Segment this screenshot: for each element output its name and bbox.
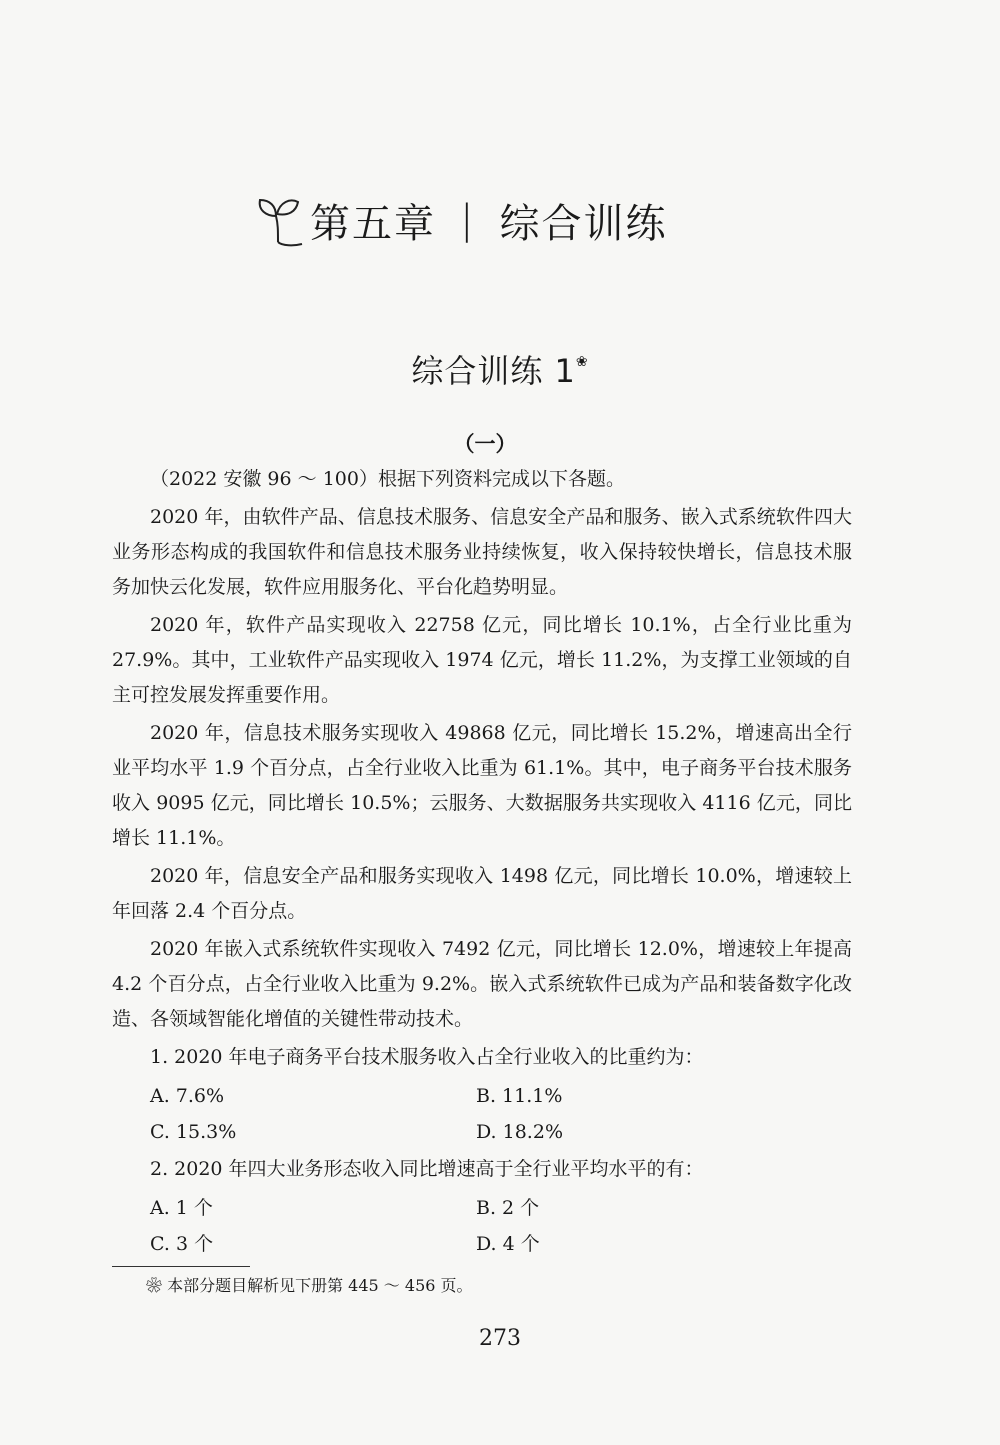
option-b: B. 2 个	[476, 1197, 540, 1219]
section-note-mark: ❀	[575, 354, 589, 370]
question-stem: 1. 2020 年电子商务平台技术服务收入占全行业收入的比重约为：	[150, 1046, 704, 1068]
footnote-rule	[112, 1266, 250, 1267]
option-row	[150, 1226, 852, 1262]
option-row	[150, 1190, 852, 1226]
paragraph: 2020 年，由软件产品、信息技术服务、信息安全产品和服务、嵌入式系统软件四大业务形态构成的我国软件和信息技术服务业持续恢复，收入保持较快增长，信息技术服务加快云化发展，软件应用服务化、平台化趋势明显。	[112, 506, 852, 598]
paragraph: 2020 年，信息技术服务实现收入 49868 亿元，同比增长 15.2%，增速高出全行业平均水平 1.9 个百分点，占全行业收入比重为 61.1%。其中，电子商务平台技术服务收入 9095 亿元，同比增长 10.5%；云服务、大数据服务共实现收入 4116 亿元，同比增长 11.1%。	[112, 722, 852, 849]
content-body	[112, 462, 852, 1262]
question-stem: 2. 2020 年四大业务形态收入同比增速高于全行业平均水平的有：	[150, 1158, 704, 1180]
option-c: C. 15.3%	[150, 1121, 237, 1143]
footnote: ❀ 本部分题目解析见下册第 445 ～ 456 页。	[146, 1276, 473, 1295]
option-d: D. 18.2%	[476, 1121, 563, 1143]
paragraph: 2020 年，软件产品实现收入 22758 亿元，同比增长 10.1%，占全行业比重为 27.9%。其中，工业软件产品实现收入 1974 亿元，增长 11.2%，为支撑工业领域的自主可控发展发挥重要作用。	[112, 614, 852, 706]
paragraph: 2020 年嵌入式系统软件实现收入 7492 亿元，同比增长 12.0%，增速较上年提高 4.2 个百分点，占全行业收入比重为 9.2%。嵌入式系统软件已成为产品和装备数字化改造、各领域智能化增值的关键性带动技术。	[112, 938, 852, 1030]
page-number: 273	[479, 1326, 521, 1351]
option-c: C. 3 个	[150, 1233, 214, 1255]
paragraph: （2022 安徽 96 ～ 100）根据下列资料完成以下各题。	[150, 468, 625, 490]
option-d: D. 4 个	[476, 1233, 540, 1255]
chapter-separator: |	[460, 197, 476, 243]
section-title	[0, 346, 1000, 392]
subsection-label: （一）	[453, 432, 517, 456]
section-title-text: 综合训练 1	[411, 352, 576, 390]
paragraph: 2020 年，信息安全产品和服务实现收入 1498 亿元，同比增长 10.0%，增速较上年回落 2.4 个百分点。	[112, 865, 852, 922]
option-row	[150, 1078, 852, 1114]
chapter-heading	[248, 190, 667, 250]
chapter-title: 综合训练	[499, 200, 668, 247]
option-row	[150, 1114, 852, 1150]
option-a: A. 7.6%	[150, 1085, 225, 1107]
chapter-number: 第五章	[310, 200, 436, 247]
option-b: B. 11.1%	[476, 1085, 563, 1107]
sprout-icon	[248, 190, 308, 250]
option-a: A. 1 个	[150, 1197, 213, 1219]
